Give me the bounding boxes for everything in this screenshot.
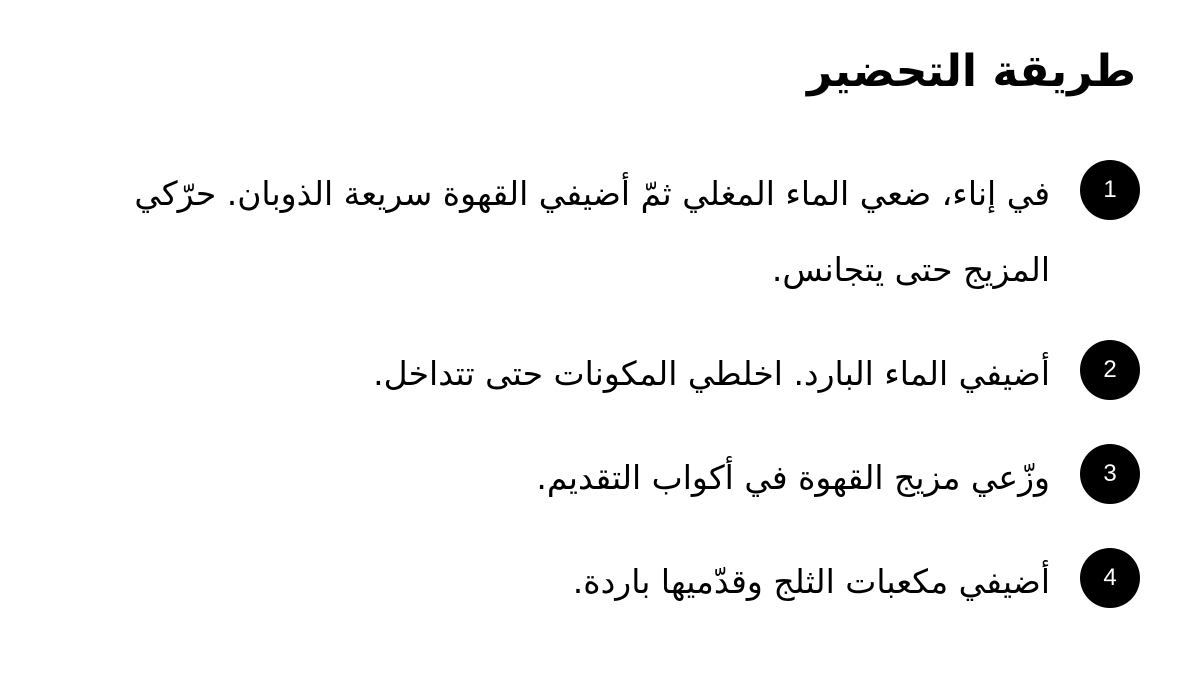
step-4: [50, 544, 1140, 620]
step-number-badge: 2: [1080, 340, 1140, 400]
page-title: طريقة التحضير: [807, 46, 1136, 97]
step-text: أضيفي الماء البارد. اخلطي المكونات حتى تتداخل.: [373, 354, 1050, 393]
step-text: أضيفي مكعبات الثلج وقدّميها باردة.: [572, 562, 1050, 601]
step-text: وزّعي مزيج القهوة في أكواب التقديم.: [536, 458, 1050, 497]
step-2: [50, 336, 1140, 412]
step-number-badge: 1: [1080, 160, 1140, 220]
step-3: [50, 440, 1140, 516]
step-1: [50, 156, 1140, 308]
step-number-badge: 3: [1080, 444, 1140, 504]
step-number-badge: 4: [1080, 548, 1140, 608]
step-text: في إناء، ضعي الماء المغلي ثمّ أضيفي القهوة سريعة الذوبان. حرّكي المزيج حتى يتجانس.: [134, 174, 1050, 289]
steps-list: [50, 156, 1140, 620]
